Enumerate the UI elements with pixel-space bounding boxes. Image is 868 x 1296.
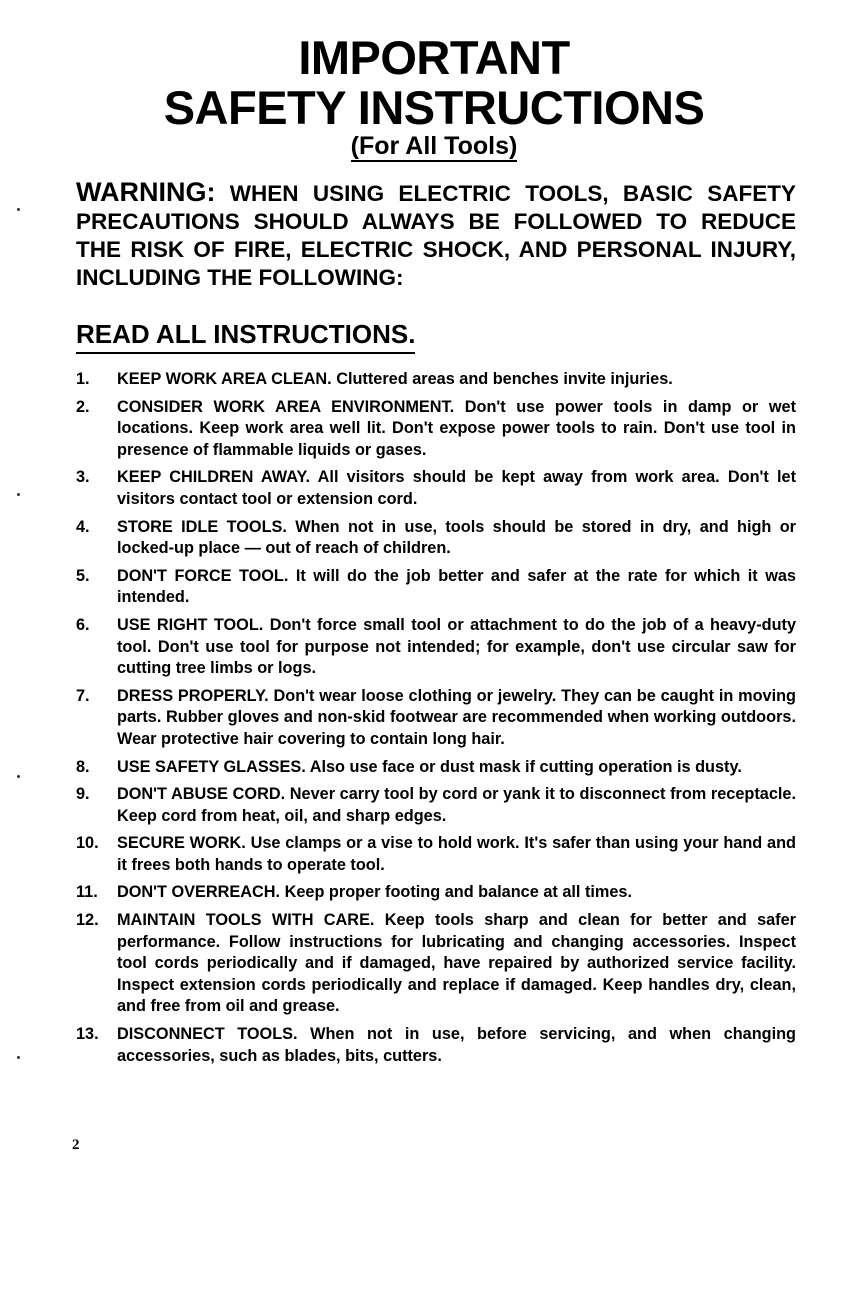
- scan-speck: [17, 208, 20, 211]
- rule-text: MAINTAIN TOOLS WITH CARE. Keep tools sharp and clean for better and safer performance. Follow instructions for lubricating and changing accessories. Inspect tool cords periodically and if damaged, have repaired by authorized service facility. Inspect extension cords periodically and replace if damaged. Keep handles dry, clean, and free from oil and grease.: [117, 911, 796, 1016]
- rule-number: 7.: [76, 686, 90, 705]
- rule-number: 9.: [76, 785, 90, 804]
- rule-item: [76, 467, 796, 510]
- safety-rules-list: [76, 369, 796, 1073]
- rule-text: CONSIDER WORK AREA ENVIRONMENT. Don't use power tools in damp or wet locations. Keep work area well lit. Don't expose power tools to rain. Don't use tool in presence of flammable liquids or gases.: [117, 397, 796, 459]
- rule-text: DON'T OVERREACH. Keep proper footing and balance at all times.: [117, 883, 632, 902]
- page-number: 2: [72, 1137, 80, 1153]
- rule-text: DRESS PROPERLY. Don't wear loose clothing or jewelry. They can be caught in moving parts. Rubber gloves and non-skid footwear are recommended when working outdoors. Wear protective hair covering to contain long hair.: [117, 686, 796, 748]
- title-safety-instructions: SAFETY INSTRUCTIONS: [163, 81, 705, 134]
- rule-text: SECURE WORK. Use clamps or a vise to hold work. It's safer than using your hand and it frees both hands to operate tool.: [117, 834, 796, 874]
- rule-text: STORE IDLE TOOLS. When not in use, tools should be stored in dry, and high or locked-up place — out of reach of children.: [117, 517, 796, 558]
- rule-item: [76, 882, 796, 904]
- rule-number: 13.: [76, 1025, 99, 1044]
- rule-item: [76, 566, 796, 609]
- rule-number: 11.: [76, 883, 98, 902]
- title-important: IMPORTANT: [298, 31, 570, 84]
- rule-number: 8.: [76, 757, 90, 776]
- rule-item: [76, 784, 796, 827]
- rule-item: [76, 833, 796, 876]
- rule-text: DON'T FORCE TOOL. It will do the job better and safer at the rate for which it was intended.: [117, 566, 796, 607]
- warning-paragraph: [76, 178, 796, 292]
- rule-number: 4.: [76, 517, 90, 536]
- rule-number: 12.: [76, 911, 99, 930]
- rule-item: [76, 615, 796, 680]
- rule-text: KEEP CHILDREN AWAY. All visitors should be kept away from work area. Don't let visitors contact tool or extension cord.: [117, 468, 796, 508]
- rule-text: USE SAFETY GLASSES. Also use face or dust mask if cutting operation is dusty.: [117, 757, 742, 776]
- rule-number: 3.: [76, 468, 90, 487]
- rule-item: [76, 1024, 796, 1067]
- rule-item: [76, 686, 796, 751]
- scan-speck: [17, 775, 20, 778]
- read-all-instructions-heading: READ ALL INSTRUCTIONS.: [76, 318, 415, 354]
- rule-number: 6.: [76, 615, 90, 634]
- rule-text: USE RIGHT TOOL. Don't force small tool or attachment to do the job of a heavy-duty tool. Don't use tool for purpose not intended; for example, don't use circular saw for cutting tree limbs or logs.: [117, 615, 796, 678]
- rule-item: [76, 910, 796, 1018]
- warning-text: WHEN USING ELECTRIC TOOLS, BASIC SAFETY PRECAUTIONS SHOULD ALWAYS BE FOLLOWED TO REDUCE THE RISK OF FIRE, ELECTRIC SHOCK, AND PERSONAL INJURY, INCLUDING THE FOLLOWING:: [76, 181, 796, 290]
- rule-item: [76, 757, 796, 779]
- subtitle-text: (For All Tools): [350, 132, 518, 160]
- rule-text: DISCONNECT TOOLS. When not in use, before servicing, and when changing accessories, such as blades, bits, cutters.: [117, 1025, 796, 1065]
- scan-speck: [17, 493, 20, 496]
- rule-text: DON'T ABUSE CORD. Never carry tool by cord or yank it to disconnect from receptacle. Keep cord from heat, oil, and sharp edges.: [117, 785, 796, 825]
- rule-number: 10.: [76, 834, 99, 853]
- rule-text: KEEP WORK AREA CLEAN. Cluttered areas and benches invite injuries.: [117, 370, 673, 388]
- subtitle: [0, 131, 868, 161]
- rule-number: 2.: [76, 397, 90, 416]
- rule-item: [76, 369, 796, 391]
- rule-item: [76, 517, 796, 560]
- scan-speck: [17, 1056, 20, 1059]
- rule-number: 5.: [76, 566, 90, 585]
- warning-label: WARNING:: [76, 177, 216, 207]
- rule-number: 1.: [76, 370, 90, 388]
- rule-item: [76, 397, 796, 462]
